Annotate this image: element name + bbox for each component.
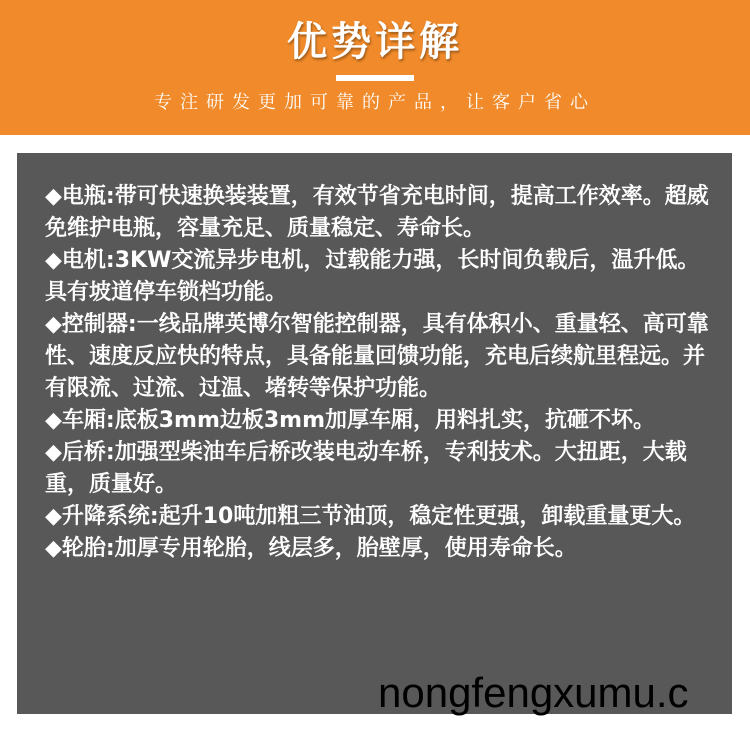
feature-controller: ◆控制器:一线品牌英博尔智能控制器，具有体积小、重量轻、高可靠性、速度反应快的特点，具备能量回馈功能，充电后续航里程远。并有限流、过流、过温、堵转等保护功能。: [45, 312, 709, 401]
feature-panel: [17, 153, 732, 714]
watermark-text: nongfengxumu.c: [378, 669, 689, 716]
feature-rear-axle: ◆后桥:加强型柴油车后桥改装电动车桥，专利技术。大扭距，大载重，质量好。: [45, 440, 687, 497]
feature-list: [45, 181, 713, 565]
feature-lift-system: ◆升降系统:起升10吨加粗三节油顶，稳定性更强，卸载重量更大。: [45, 504, 696, 529]
page-subtitle: 专注研发更加可靠的产品，让客户省心: [154, 92, 596, 113]
feature-battery: ◆电瓶:带可快速换装装置，有效节省充电时间，提高工作效率。超威免维护电瓶，容量充足、质量稳定、寿命长。: [45, 184, 709, 241]
header-banner: [0, 0, 750, 135]
feature-motor: ◆电机:3KW交流异步电机，过载能力强，长时间负载后，温升低。具有坡道停车锁档功能。: [45, 248, 700, 305]
feature-tires: ◆轮胎:加厚专用轮胎，线层多，胎壁厚，使用寿命长。: [45, 536, 577, 561]
page-title: 优势详解: [287, 19, 463, 65]
feature-cargo-box: ◆车厢:底板3mm边板3mm加厚车厢，用料扎实，抗砸不坏。: [45, 408, 656, 433]
title-underline: [336, 75, 414, 81]
